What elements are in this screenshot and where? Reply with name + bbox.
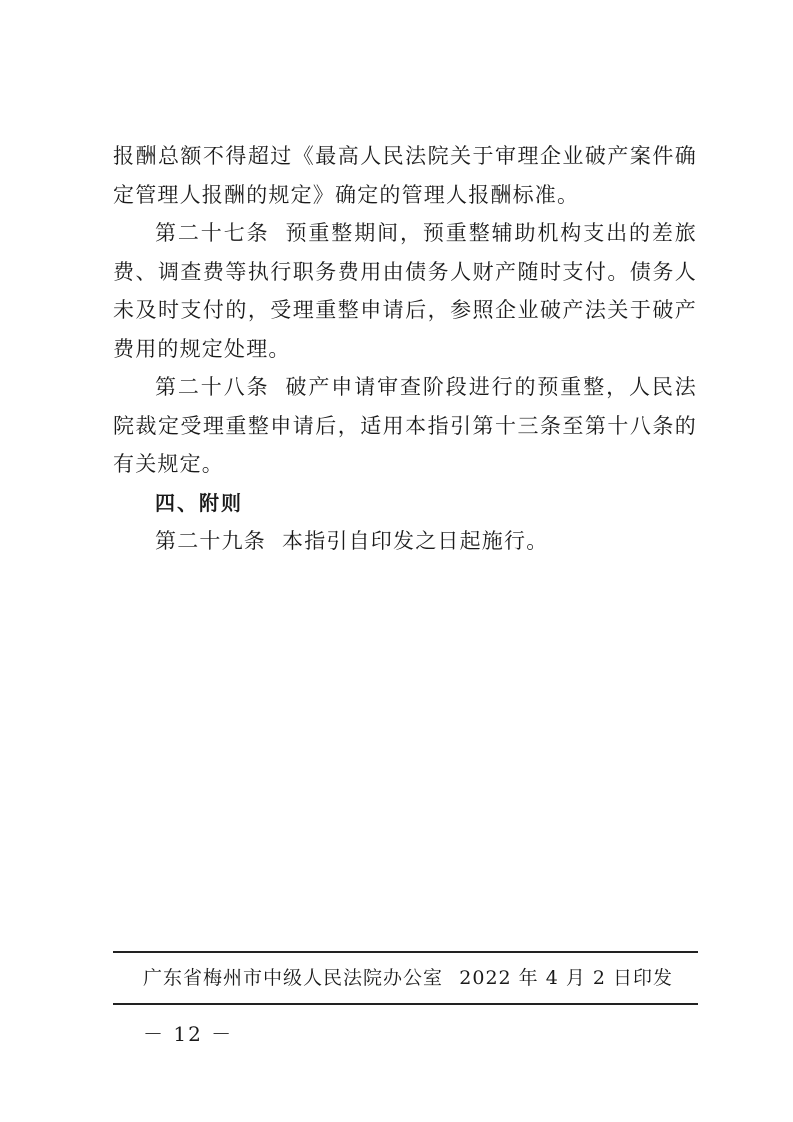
article-number: 第二十八条	[155, 375, 270, 399]
paragraph-continuation	[113, 137, 697, 214]
article-number: 第二十七条	[155, 221, 270, 245]
article-27	[113, 214, 697, 368]
article-text: 破产申请审查阶段进行的预重整，人民法院裁定受理重整申请后，适用本指引第十三条至第十八条的有关规定。	[113, 375, 697, 476]
page-number: － 12 －	[143, 1022, 234, 1046]
article-text: 预重整期间，预重整辅助机构支出的差旅费、调查费等执行职务费用由债务人财产随时支付。债务人未及时支付的，受理重整申请后，参照企业破产法关于破产费用的规定处理。	[113, 221, 697, 361]
paragraph-text: 报酬总额不得超过《最高人民法院关于审理企业破产案件确定管理人报酬的规定》确定的管理人报酬标准。	[113, 144, 697, 207]
issue-date: 2022 年 4 月 2 日印发	[459, 967, 673, 989]
body-text	[113, 137, 697, 561]
article-29	[113, 522, 697, 561]
issuance-footer	[143, 960, 673, 996]
article-number: 第二十九条	[155, 529, 266, 553]
article-28	[113, 368, 697, 484]
footer-rule-top	[113, 951, 698, 953]
issuer-name: 广东省梅州市中级人民法院办公室	[143, 967, 444, 989]
footer-rule-bottom	[113, 1003, 698, 1005]
article-text: 本指引自印发之日起施行。	[282, 529, 549, 553]
section-heading: 四、附则	[155, 490, 243, 515]
